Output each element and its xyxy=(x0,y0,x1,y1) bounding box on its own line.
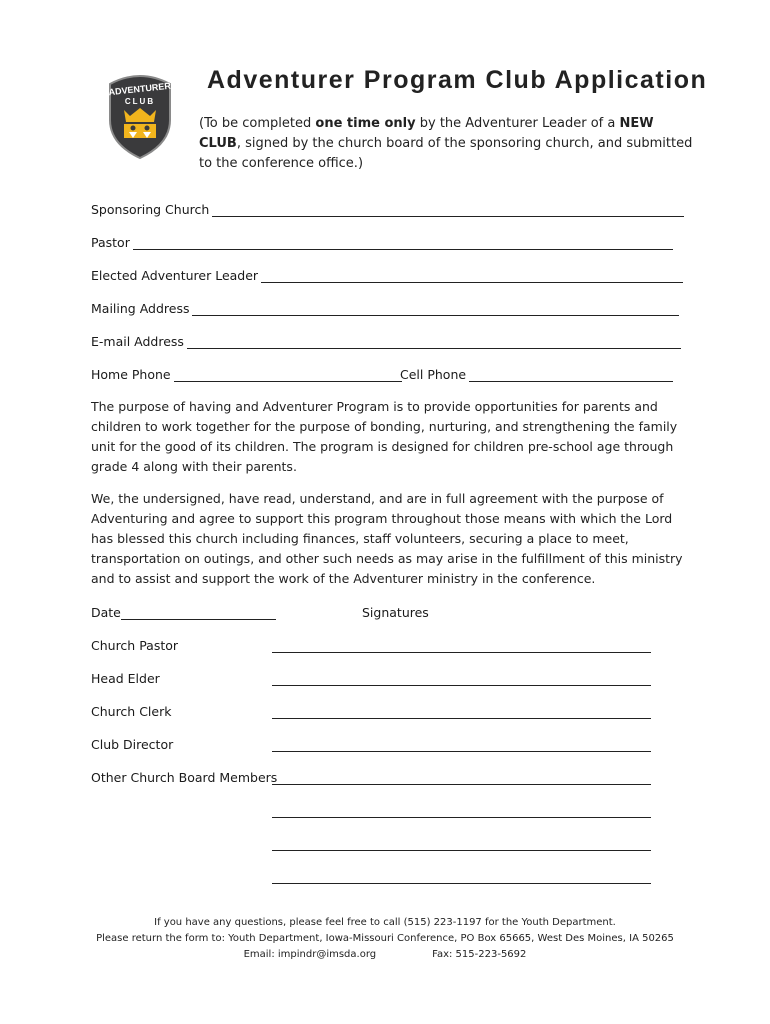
mailing-address-input[interactable] xyxy=(192,303,679,316)
cell-phone-input[interactable] xyxy=(469,369,673,382)
date-field xyxy=(91,605,276,620)
signatures-heading: Signatures xyxy=(362,605,429,620)
page-title: Adventurer Program Club Application xyxy=(207,66,708,94)
footer-return-address: Please return the form to: Youth Department, Iowa-Missouri Conference, PO Box 65665, West Des Moines, IA 50265 xyxy=(96,933,674,944)
email-address-label: E-mail Address xyxy=(91,334,184,349)
cell-phone-label: Cell Phone xyxy=(400,367,467,382)
sponsoring-church-input[interactable] xyxy=(212,204,684,217)
date-label: Date xyxy=(91,605,121,620)
head-elder-signature-line[interactable] xyxy=(272,685,651,686)
church-clerk-signature-line[interactable] xyxy=(272,718,651,719)
email-address-input[interactable] xyxy=(187,336,681,349)
other-member-signature-line[interactable] xyxy=(272,883,651,884)
email-address-field xyxy=(91,334,681,349)
head-elder-label: Head Elder xyxy=(91,671,160,686)
adventurer-club-logo xyxy=(104,70,176,160)
other-member-signature-line[interactable] xyxy=(272,817,651,818)
home-phone-label: Home Phone xyxy=(91,367,171,382)
sponsoring-church-field xyxy=(91,202,684,217)
mailing-address-field xyxy=(91,301,679,316)
church-clerk-label: Church Clerk xyxy=(91,704,172,719)
elected-leader-field xyxy=(91,268,683,283)
home-phone-field xyxy=(91,367,402,382)
church-pastor-label: Church Pastor xyxy=(91,638,179,653)
footer-fax: Fax: 515-223-5692 xyxy=(432,949,527,960)
sponsoring-church-label: Sponsoring Church xyxy=(91,202,210,217)
purpose-paragraph: The purpose of having and Adventurer Program is to provide opportunities for parents and children to work together for the purpose of bonding, nurturing, and strengthening the family unit for the good of its children. The program is designed for children pre-school age through grade 4 along with their parents. xyxy=(91,399,678,474)
instructions: (To be completed one time only by the Adventurer Leader of a NEW CLUB, signed by the church board of the sponsoring church, and submitted to the conference office.) xyxy=(199,116,693,171)
elected-leader-input[interactable] xyxy=(261,270,683,283)
date-input[interactable] xyxy=(121,607,276,620)
agreement-paragraph: We, the undersigned, have read, understand, and are in full agreement with the purpose of Adventuring and agree to support this program throughout those means with which the Lord has blessed this church including finances, staff volunteers, securing a place to meet, transportation on outings, and other such needs as may arise in the fulfillment of this ministry and to assist and support the work of the Adventurer ministry in the conference. xyxy=(91,491,683,586)
club-director-signature-line[interactable] xyxy=(272,751,651,752)
mailing-address-label: Mailing Address xyxy=(91,301,190,316)
elected-leader-label: Elected Adventurer Leader xyxy=(91,268,259,283)
other-member-signature-line[interactable] xyxy=(272,850,651,851)
club-director-label: Club Director xyxy=(91,737,174,752)
other-member-signature-line[interactable] xyxy=(272,784,651,785)
pastor-input[interactable] xyxy=(133,237,673,250)
pastor-label: Pastor xyxy=(91,235,130,250)
pastor-field xyxy=(91,235,673,250)
footer-contact: If you have any questions, please feel free to call (515) 223-1197 for the Youth Department. xyxy=(154,917,616,928)
svg-text:ADVENTURER: ADVENTURER xyxy=(108,80,172,98)
home-phone-input[interactable] xyxy=(174,369,402,382)
footer-email: Email: impindr@imsda.org xyxy=(243,949,377,960)
footer-email-fax xyxy=(0,947,770,963)
cell-phone-field xyxy=(400,367,673,382)
svg-text:CLUB: CLUB xyxy=(124,97,156,106)
other-members-label: Other Church Board Members xyxy=(91,770,278,785)
church-pastor-signature-line[interactable] xyxy=(272,652,651,653)
